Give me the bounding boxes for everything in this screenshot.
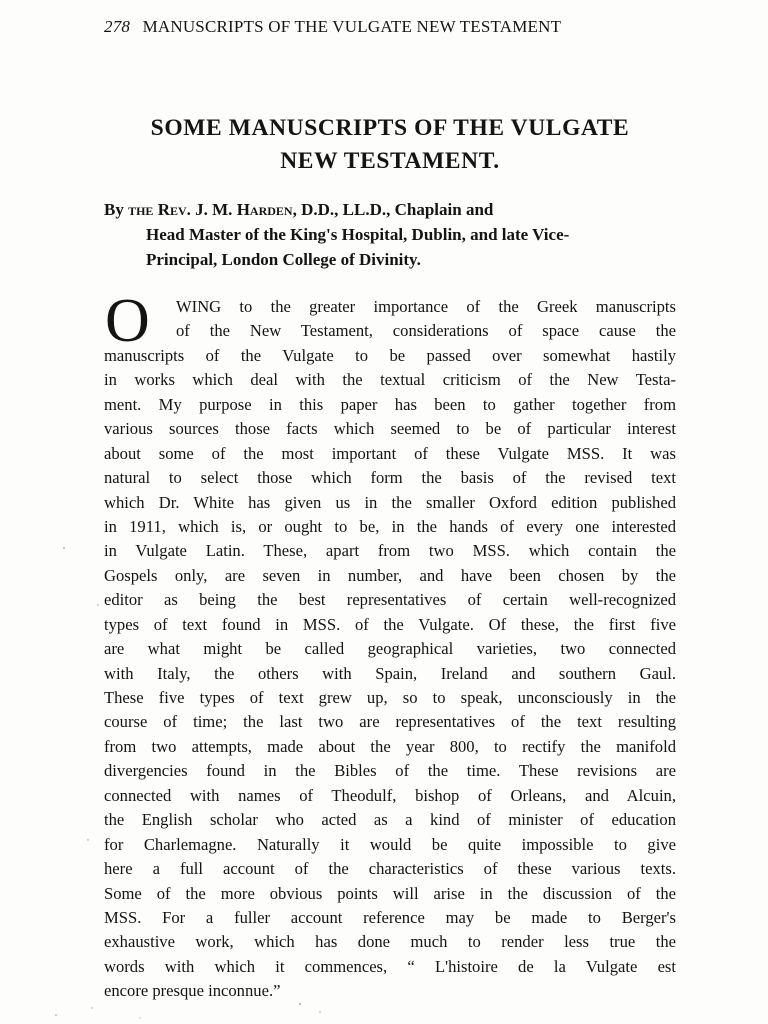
body-line: Gospels only, are seven in number, and have been chosen by the [104,565,676,585]
body-line: in 1911, which is, or ought to be, in the hands of every one interested [104,516,676,536]
running-head-title: MANUSCRIPTS OF THE VULGATE NEW TESTAMENT [142,17,562,36]
drop-cap: O [105,287,150,355]
byline-surname: Harden, [236,200,297,219]
body-line: manuscripts of the Vulgate to be passed over somewhat hastily [104,345,676,365]
body-line: the English scholar who acted as a kind of minister of education [104,810,676,830]
body-line: here a full account of the characteristics of these various texts. [104,859,676,879]
body-line: connected with names of Theodulf, bishop of Orleans, and Alcuin, [104,785,676,805]
page-number: 278 [104,17,131,36]
body-line: course of time; the last two are representatives of the text resulting [104,712,676,732]
byline-rev: Rev. [157,200,191,219]
body-line: types of text found in MSS. of the Vulgate. Of these, the first five [104,614,676,634]
body-line: Some of the more obvious points will arise in the discussion of the [104,883,676,903]
body-line: from two attempts, made about the year 800, to rectify the manifold [104,736,676,756]
byline-credentials: D.D., LL.D., Chaplain and [301,200,494,219]
byline-by: By [104,200,124,219]
byline-initials: J. M. [195,200,233,219]
article-title: SOME MANUSCRIPTS OF THE VULGATE NEW TESTAMENT. [150,115,630,174]
body-line: These five types of text grew up, so to speak, unconsciously in the [104,688,676,707]
body-line: words with which it commences, “ L'histoire de la Vulgate est [104,956,676,976]
body-line: which Dr. White has given us in the smaller Oxford edition published [104,492,676,512]
body-line: WING to the greater importance of the Greek manuscripts [176,297,676,316]
body-line: MSS. For a fuller account reference may be made to Berger's [104,907,676,927]
body-line: encore presque inconnue.” [104,981,281,1001]
byline-the: the [128,200,154,219]
body-line: of the New Testament, considerations of space cause the [176,321,676,341]
body-line: in Vulgate Latin. These, apart from two MSS. which contain the [104,541,676,561]
body-line: in works which deal with the textual criticism of the New Testa- [104,370,676,390]
byline-line-2: Head Master of the King's Hospital, Dublin, and late Vice- [146,225,570,244]
byline-line-3: Principal, London College of Divinity. [146,250,421,269]
body-line: with Italy, the others with Spain, Ireland and southern Gaul. [104,663,676,683]
body-line: editor as being the best representatives of certain well-recognized [104,590,676,610]
body-line: various sources those facts which seemed to be of particular interest [104,419,676,439]
body-line: natural to select those which form the basis of the revised text [104,468,676,488]
body-line: exhaustive work, which has done much to render less true the [104,932,676,952]
body-line: divergencies found in the Bibles of the time. These revisions are [104,761,676,781]
body-line: about some of the most important of these Vulgate MSS. It was [104,443,676,463]
body-line: ment. My purpose in this paper has been to gather together from [104,394,676,414]
body-line: for Charlemagne. Naturally it would be quite impossible to give [104,834,676,854]
body-line: are what might be called geographical varieties, two connected [104,639,676,659]
